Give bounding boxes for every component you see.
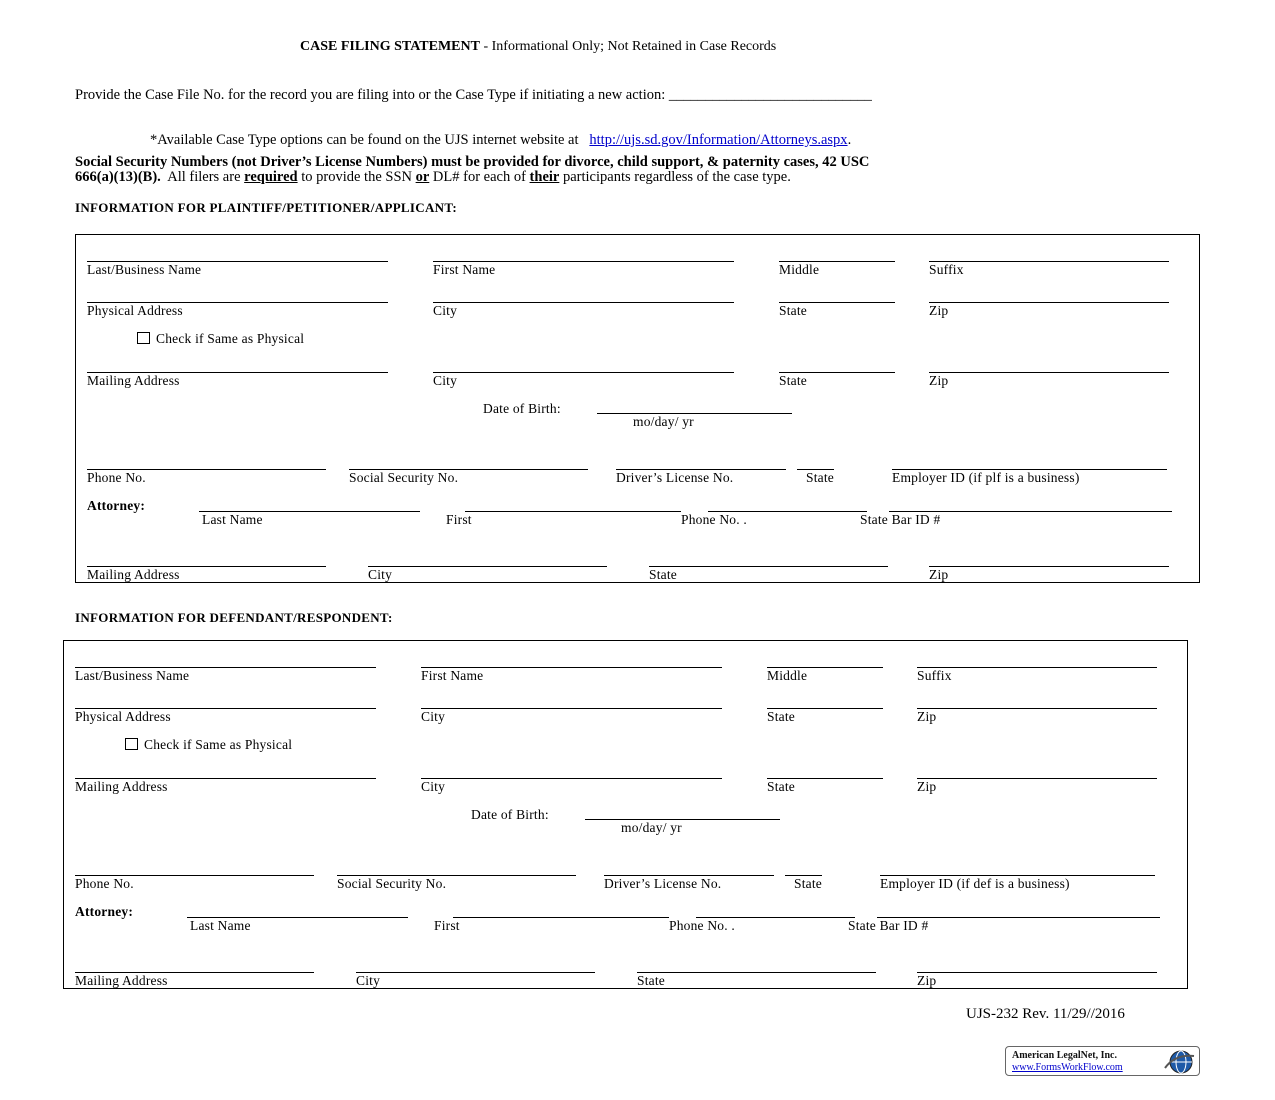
label-state: State	[767, 709, 795, 724]
label-att-bar: State Bar ID #	[860, 512, 941, 527]
label-physical-address: Physical Address	[87, 303, 183, 318]
label-city: City	[356, 973, 381, 988]
label-attorney: Attorney:	[75, 904, 134, 919]
label-dl: Driver’s License No.	[616, 470, 734, 485]
label-att-phone: Phone No. .	[669, 918, 735, 933]
label-first-name: First Name	[433, 262, 496, 277]
plaintiff-suffix-field[interactable]	[929, 261, 1169, 262]
defendant-suffix-field[interactable]	[917, 667, 1157, 668]
globe-icon	[1161, 1048, 1197, 1076]
logo-url[interactable]: www.FormsWorkFlow.com	[1012, 1062, 1123, 1073]
label-city: City	[368, 567, 393, 582]
defendant-mailing-city-field[interactable]	[421, 778, 722, 779]
defendant-dob-field[interactable]	[585, 819, 780, 820]
defendant-att-city-field[interactable]	[356, 972, 595, 973]
plaintiff-city-field[interactable]	[433, 302, 734, 303]
defendant-att-zip-field[interactable]	[917, 972, 1157, 973]
label-first-name: First Name	[421, 668, 484, 683]
label-suffix: Suffix	[917, 668, 952, 683]
label-last-name: Last/Business Name	[87, 262, 202, 277]
label-zip: Zip	[917, 709, 937, 724]
label-zip: Zip	[929, 567, 949, 582]
logo-name: American LegalNet, Inc.	[1012, 1050, 1117, 1061]
label-ssn: Social Security No.	[337, 876, 447, 891]
defendant-city-field[interactable]	[421, 708, 722, 709]
label-employer-id: Employer ID (if def is a business)	[880, 876, 1070, 891]
label-att-first: First	[434, 918, 460, 933]
label-city: City	[421, 709, 446, 724]
label-att-first: First	[446, 512, 472, 527]
label-mailing-address: Mailing Address	[87, 567, 180, 582]
label-phone: Phone No.	[75, 876, 134, 891]
label-att-last: Last Name	[202, 512, 263, 527]
label-att-phone: Phone No. .	[681, 512, 747, 527]
plaintiff-att-first-field[interactable]	[465, 511, 681, 512]
case-type-link[interactable]: http://ujs.sd.gov/Information/Attorneys.aspx	[589, 132, 848, 148]
label-suffix: Suffix	[929, 262, 964, 277]
label-city: City	[421, 779, 446, 794]
plaintiff-mailing-city-field[interactable]	[433, 372, 734, 373]
label-mailing-address: Mailing Address	[75, 779, 168, 794]
defendant-same-as-physical[interactable]: Check if Same as Physical	[125, 737, 292, 753]
label-physical-address: Physical Address	[75, 709, 171, 724]
label-attorney: Attorney:	[87, 498, 146, 513]
label-phone: Phone No.	[87, 470, 146, 485]
label-city: City	[433, 373, 458, 388]
checkbox[interactable]	[137, 332, 150, 344]
plaintiff-zip-field[interactable]	[929, 302, 1169, 303]
plaintiff-same-as-physical[interactable]: Check if Same as Physical	[137, 331, 304, 347]
label-ssn: Social Security No.	[349, 470, 459, 485]
defendant-att-state-field[interactable]	[637, 972, 876, 973]
defendant-mailing-zip-field[interactable]	[917, 778, 1157, 779]
label-city: City	[433, 303, 458, 318]
page-title: CASE FILING STATEMENT - Informational Only; Not Retained in Case Records	[300, 39, 777, 54]
ssn-notice-line2: 666(a)(13)(B). All filers are required to provide the SSN or DL# for each of their participants regardless of the case type.	[75, 169, 791, 185]
defendant-att-first-field[interactable]	[453, 917, 669, 918]
label-zip: Zip	[929, 373, 949, 388]
plaintiff-dob-field[interactable]	[597, 413, 792, 414]
plaintiff-att-zip-field[interactable]	[929, 566, 1169, 567]
defendant-box	[63, 640, 1188, 989]
plaintiff-att-city-field[interactable]	[368, 566, 607, 567]
label-zip: Zip	[917, 779, 937, 794]
label-state: State	[637, 973, 665, 988]
label-dob-format: mo/day/ yr	[633, 414, 694, 429]
label-zip: Zip	[917, 973, 937, 988]
label-employer-id: Employer ID (if plf is a business)	[892, 470, 1080, 485]
plaintiff-att-state-field[interactable]	[649, 566, 888, 567]
plaintiff-heading: INFORMATION FOR PLAINTIFF/PETITIONER/APPLICANT:	[75, 200, 457, 215]
label-mailing-address: Mailing Address	[87, 373, 180, 388]
label-middle: Middle	[779, 262, 820, 277]
plaintiff-box	[75, 234, 1200, 583]
case-file-prompt: Provide the Case File No. for the record you are filing into or the Case Type if initiating a new action: ____________________________	[75, 87, 872, 103]
plaintiff-mailing-zip-field[interactable]	[929, 372, 1169, 373]
label-middle: Middle	[767, 668, 808, 683]
label-dob: Date of Birth:	[483, 401, 561, 416]
label-zip: Zip	[929, 303, 949, 318]
label-dob: Date of Birth:	[471, 807, 549, 822]
label-att-bar: State Bar ID #	[848, 918, 929, 933]
label-state: State	[779, 373, 807, 388]
label-dl: Driver’s License No.	[604, 876, 722, 891]
label-state: State	[649, 567, 677, 582]
checkbox[interactable]	[125, 738, 138, 750]
defendant-heading: INFORMATION FOR DEFENDANT/RESPONDENT:	[75, 610, 393, 625]
label-att-last: Last Name	[190, 918, 251, 933]
label-dl-state: State	[806, 470, 834, 485]
case-type-note: *Available Case Type options can be found on the UJS internet website at http://ujs.sd.gov/Information/Attorneys.aspx.	[150, 132, 852, 148]
label-state: State	[767, 779, 795, 794]
label-last-name: Last/Business Name	[75, 668, 190, 683]
form-id: UJS-232 Rev. 11/29//2016	[966, 1006, 1125, 1022]
defendant-zip-field[interactable]	[917, 708, 1157, 709]
ssn-notice-line1: Social Security Numbers (not Driver’s License Numbers) must be provided for divorce, child support, & paternity cases, 42 USC	[75, 154, 870, 170]
label-mailing-address: Mailing Address	[75, 973, 168, 988]
american-legalnet-logo[interactable]	[1005, 1046, 1200, 1076]
label-dob-format: mo/day/ yr	[621, 820, 682, 835]
label-state: State	[779, 303, 807, 318]
label-dl-state: State	[794, 876, 822, 891]
